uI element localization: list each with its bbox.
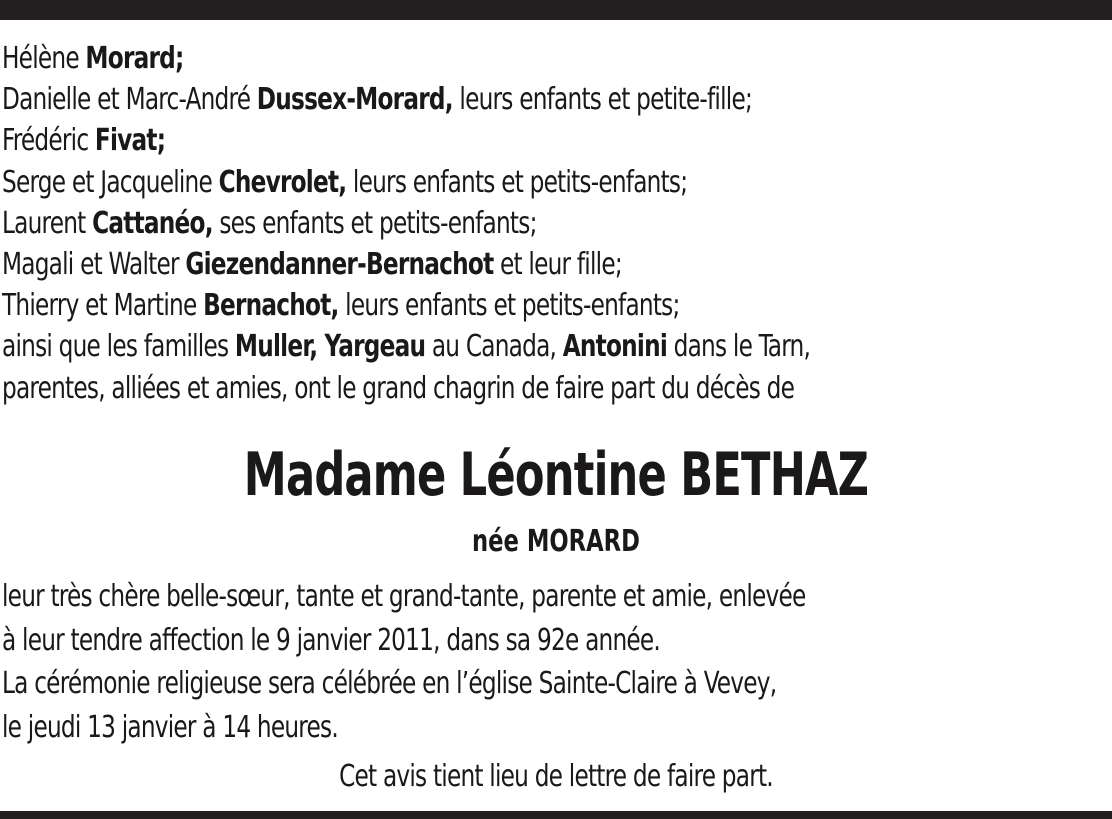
family-list xyxy=(2,38,1110,409)
family-line: Hélène Morard; xyxy=(2,41,184,76)
deceased-name: Madame Léontine BETHAZ xyxy=(243,440,869,510)
announcement-line: le jeudi 13 janvier à 14 heures. xyxy=(2,709,338,745)
bottom-border-rule xyxy=(0,811,1112,819)
announcement-line: leur très chère belle-sœur, tante et grand-tante, parente et amie, enlevée xyxy=(2,579,806,614)
family-line: Magali et Walter Giezendanner-Bernachot et leur fille; xyxy=(2,246,622,282)
family-line: Frédéric Fivat; xyxy=(2,123,166,159)
closing-note: Cet avis tient lieu de lettre de faire part. xyxy=(339,759,773,794)
family-line: parentes, alliées et amies, ont le grand chagrin de faire part du décès de xyxy=(2,370,795,406)
family-line: Thierry et Martine Bernachot, leurs enfants et petits-enfants; xyxy=(2,288,680,324)
announcement-line: La cérémonie religieuse sera célébrée en l’église Sainte-Claire à Vevey, xyxy=(2,666,777,701)
announcement-text xyxy=(2,575,1110,749)
family-line: Laurent Cattanéo, ses enfants et petits-enfants; xyxy=(2,205,537,241)
family-line: ainsi que les familles Muller, Yargeau au Canada, Antonini dans le Tarn, xyxy=(2,329,811,365)
maiden-name: née MORARD xyxy=(472,524,640,559)
family-line: Danielle et Marc-André Dussex-Morard, leurs enfants et petite-fille; xyxy=(2,82,753,118)
family-line: Serge et Jacqueline Chevrolet, leurs enfants et petits-enfants; xyxy=(2,164,688,200)
announcement-line: à leur tendre affection le 9 janvier 2011, dans sa 92e année. xyxy=(2,622,661,658)
top-border-rule xyxy=(0,0,1112,20)
